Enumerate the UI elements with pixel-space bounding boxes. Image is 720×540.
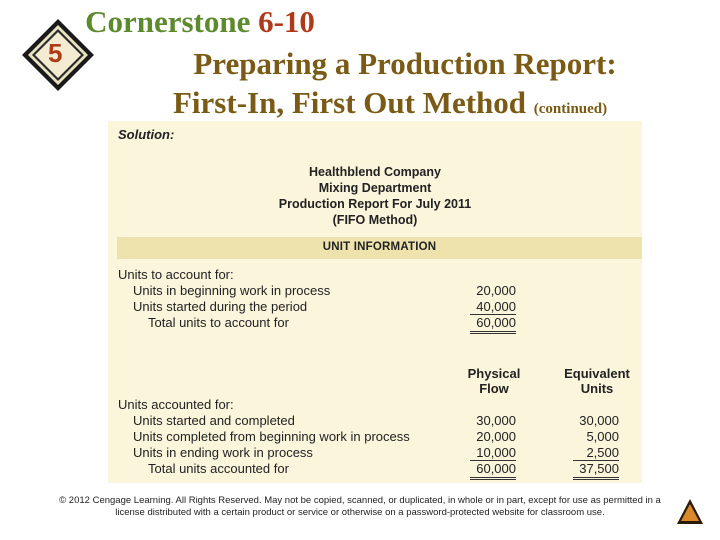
total-underline xyxy=(470,479,516,480)
total-underline xyxy=(573,479,619,480)
slide-title-line1 xyxy=(0,4,600,40)
to-account-row-value: 40,000 xyxy=(476,299,516,314)
title-cornerstone: Cornerstone xyxy=(85,4,251,39)
total-underline xyxy=(470,333,516,334)
accounted-row-equivalent: 5,000 xyxy=(586,429,619,444)
accounted-row-physical: 20,000 xyxy=(476,429,516,444)
production-report-panel xyxy=(108,121,642,483)
copyright-footer xyxy=(30,495,690,519)
report-company: Healthblend Company xyxy=(309,165,441,179)
copyright-line1: © 2012 Cengage Learning. All Rights Reserved. May not be copied, scanned, or duplicated, in whole or in part, except for use as permitted in a xyxy=(59,495,661,506)
accounted-row-equivalent: 30,000 xyxy=(579,413,619,428)
to-account-row-label: Units started during the period xyxy=(133,299,308,314)
chapter-number: 5 xyxy=(48,38,63,68)
title-method: First-In, First Out Method xyxy=(173,85,527,120)
total-underline xyxy=(573,477,619,478)
total-underline xyxy=(470,477,516,478)
accounted-row-physical: 30,000 xyxy=(476,413,516,428)
copyright-line2: license distributed with a certain product or service or otherwise on a password-protected website for classroom use. xyxy=(115,507,605,518)
accounted-row-label: Units in ending work in process xyxy=(133,445,313,460)
to-account-row-label: Total units to account for xyxy=(148,315,289,330)
accounted-row-label: Units started and completed xyxy=(133,413,295,428)
to-account-row-label: Units in beginning work in process xyxy=(133,283,331,298)
accounted-row-physical: 10,000 xyxy=(476,445,516,460)
accounted-row-label: Total units accounted for xyxy=(148,461,289,476)
accounted-heading: Units accounted for: xyxy=(118,397,234,412)
to-account-row-value: 20,000 xyxy=(476,283,516,298)
to-account-row-value: 60,000 xyxy=(476,315,516,330)
accounted-row-physical: 60,000 xyxy=(476,461,516,476)
column-physical-line2: Flow xyxy=(479,381,509,396)
accounted-row-label: Units completed from beginning work in process xyxy=(133,429,410,444)
slide-title-line2: Preparing a Production Report: xyxy=(193,46,617,81)
solution-label: Solution: xyxy=(118,127,175,142)
column-equivalent-line1: Equivalent xyxy=(564,366,630,381)
title-cornerstone-number: 6-10 xyxy=(258,4,315,39)
to-account-heading: Units to account for: xyxy=(118,267,234,282)
triangle-corner-icon xyxy=(675,497,705,527)
unit-information-label: UNIT INFORMATION xyxy=(322,241,437,253)
report-method: (FIFO Method) xyxy=(332,213,418,227)
accounted-row-equivalent: 2,500 xyxy=(586,445,619,460)
report-department: Mixing Department xyxy=(318,181,432,195)
accounted-row-equivalent: 37,500 xyxy=(579,461,619,476)
total-underline xyxy=(470,331,516,332)
slide-title-line3 xyxy=(173,85,607,121)
title-continued: (continued) xyxy=(533,101,608,117)
report-title: Production Report For July 2011 xyxy=(278,197,472,211)
column-equivalent-line2: Units xyxy=(580,381,614,396)
column-physical-line1: Physical xyxy=(467,366,521,381)
